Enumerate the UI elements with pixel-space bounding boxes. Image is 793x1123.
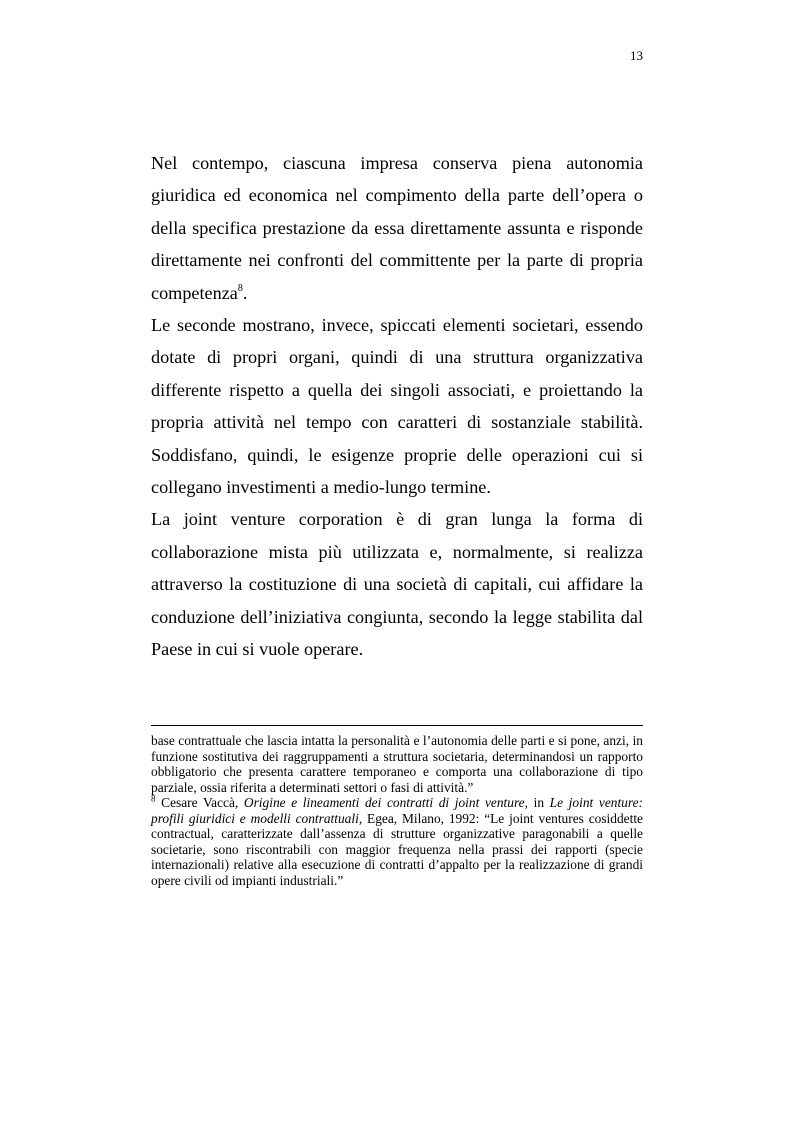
paragraph-1-tail: . [242,282,248,303]
paragraph-1 [151,147,643,309]
paragraph-3: La joint venture corporation è di gran lunga la forma di collaborazione mista più utilizzata e, normalmente, si realizza attraverso la costituzione di una società di capitali, cui affidare la conduzione dell’iniziativa congiunta, secondo la legge stabilita dal Paese in cui si vuole operare. [151,509,643,660]
footnote-8-in: , in [524,795,550,811]
footnote-separator [151,725,643,726]
footnote-8-number: 8 [151,793,156,804]
footnote-8-author: Cesare Vaccà, [161,795,244,811]
footnote-8 [151,795,643,888]
footnote-8-book: Le joint venture: profili giuridici e modelli contrattuali [151,795,643,826]
footnote-8-title: Origine e lineamenti dei contratti di joint venture [243,795,525,811]
footnote-ref-8: 8 [237,282,243,294]
body-text [151,147,643,666]
paragraph-2: Le seconde mostrano, invece, spiccati elementi societari, essendo dotate di propri organi, quindi di una struttura organizzativa differente rispetto a quella dei singoli associati, e proiettando la propria attività nel tempo con caratteri di sostanziale stabilità. Soddisfano, quindi, le esigenze proprie delle operazioni cui si collegano investimenti a medio-lungo termine. [151,315,643,498]
paragraph-1-text: Nel contempo, ciascuna impresa conserva piena autonomia giuridica ed economica nel compimento della parte dell’opera o della specifica prestazione da essa direttamente assunta e risponde direttamente nei confronti del committente per la parte di propria competenza [151,153,643,303]
footnote-continuation: base contrattuale che lascia intatta la personalità e l’autonomia delle parti e si pone, anzi, in funzione sostitutiva dei raggruppamenti a struttura societaria, determinandosi un rapporto obbligatorio che presenta carattere temporaneo e comporta una collaborazione di tipo parziale, ossia riferita a determinati settori o fasi di attività.” [151,733,643,795]
page-number: 13 [630,48,643,63]
footnote-8-rest: , Egea, Milano, 1992: “Le joint ventures cosiddette contractual, caratterizzate dall’assenza di strutture organizzative paragonabili a quelle societarie, sono riscontrabili con maggior frequenza nella prassi dei rapporti (specie internazionali) relative alla esecuzione di contratti d’appalto per la realizzazione di grandi opere civili od impianti industriali.” [151,810,643,888]
footnotes [151,733,643,888]
